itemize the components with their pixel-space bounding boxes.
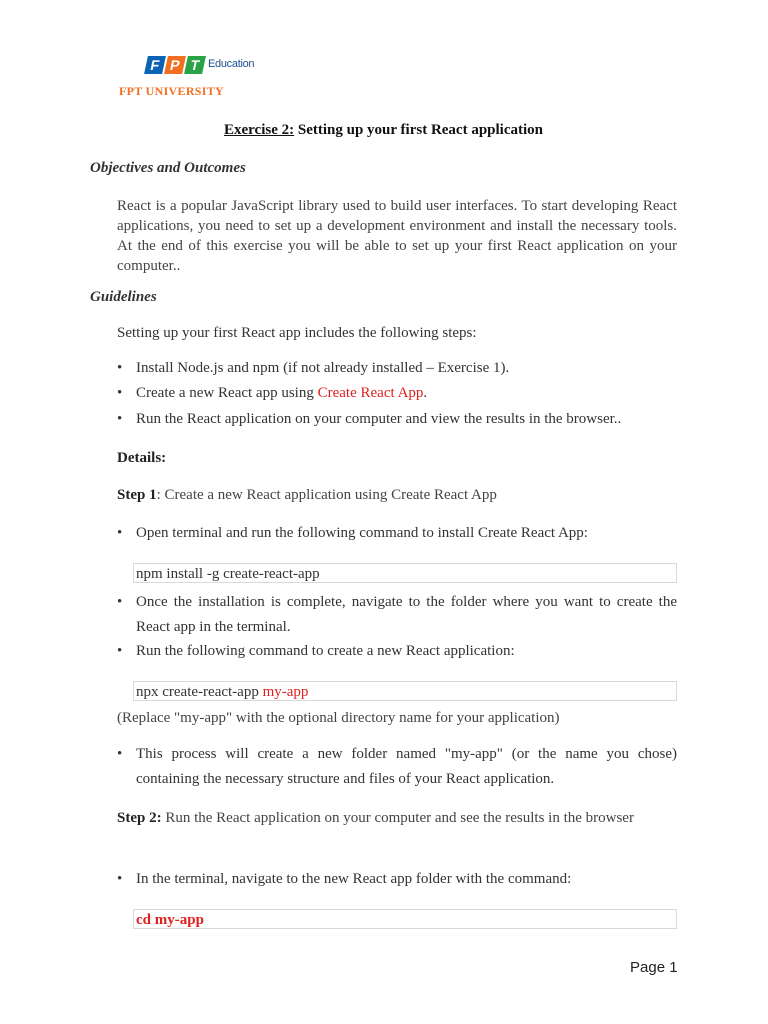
details-heading: Details: xyxy=(117,450,167,466)
bullet-icon: • xyxy=(117,360,123,376)
title-exercise-label: Exercise 2: xyxy=(224,122,295,138)
objectives-heading: Objectives and Outcomes xyxy=(90,160,246,176)
bullet-icon: • xyxy=(117,643,123,659)
logo-tile-p: P xyxy=(164,56,186,74)
guideline-step-install: Install Node.js and npm (if not already installed – Exercise 1). xyxy=(136,360,510,376)
logo-education-text: Education xyxy=(208,58,255,70)
guidelines-intro: Setting up your first React app includes the following steps: xyxy=(117,325,477,341)
fpt-university-logo xyxy=(119,54,256,100)
step2-label: Step 2: xyxy=(117,810,162,826)
logo-tile-t: T xyxy=(184,56,206,74)
replace-note: (Replace "my-app" with the optional directory name for your application) xyxy=(117,710,560,726)
step1-process-note: This process will create a new folder named "my-app" (or the name you chose) containing the necessary structure and files of your React application. xyxy=(136,746,677,787)
step1-label: Step 1 xyxy=(117,487,157,503)
create-react-app-link[interactable]: Create React App xyxy=(317,385,424,401)
step1-line xyxy=(117,487,497,504)
guideline-step-create-post: . xyxy=(423,385,428,401)
step2-text: Run the React application on your computer and see the results in the browser xyxy=(161,810,634,826)
bullet-icon: • xyxy=(117,746,123,762)
code3-command: cd my-app xyxy=(136,912,204,928)
code2-command: npx create-react-app xyxy=(136,684,263,700)
step1-open-terminal: Open terminal and run the following command to install Create React App: xyxy=(136,525,588,541)
bullet-icon: • xyxy=(117,525,123,541)
step1-navigate-folder: Once the installation is complete, navigate to the folder where you want to create the React app in the terminal. xyxy=(136,594,677,635)
step2-line xyxy=(117,805,677,831)
code-block-create-app xyxy=(133,681,677,701)
code-block-cd xyxy=(133,909,677,929)
step1-run-create: Run the following command to create a new React application: xyxy=(136,643,515,659)
title-text: Setting up your first React application xyxy=(294,122,544,138)
objectives-paragraph: React is a popular JavaScript library used to build user interfaces. To start developing React applications, you need to set up a development environment and install the necessary tools. At the end of this exercise you will be able to set up your first React application on your computer.. xyxy=(117,198,677,274)
guideline-step-run: Run the React application on your computer and view the results in the browser.. xyxy=(136,411,622,427)
step1-text: : Create a new React application using Create React App xyxy=(156,487,497,503)
bullet-icon: • xyxy=(117,594,123,610)
page-number: Page 1 xyxy=(630,959,678,976)
bullet-icon: • xyxy=(117,871,123,887)
guideline-step-create-pre: Create a new React app using xyxy=(136,385,318,401)
bullet-icon: • xyxy=(117,411,123,427)
list-item xyxy=(117,590,677,640)
guideline-step-create xyxy=(136,385,427,402)
page-title xyxy=(224,122,543,139)
logo-tile-f: F xyxy=(144,56,166,74)
code2-app-name: my-app xyxy=(262,684,309,700)
bullet-icon: • xyxy=(117,385,123,401)
step2-navigate: In the terminal, navigate to the new React app folder with the command: xyxy=(136,871,572,887)
code-block-install: npm install -g create-react-app xyxy=(133,563,677,583)
guidelines-heading: Guidelines xyxy=(90,289,157,305)
logo-university-text: FPT UNIVERSITY xyxy=(119,84,224,98)
list-item xyxy=(117,742,677,792)
